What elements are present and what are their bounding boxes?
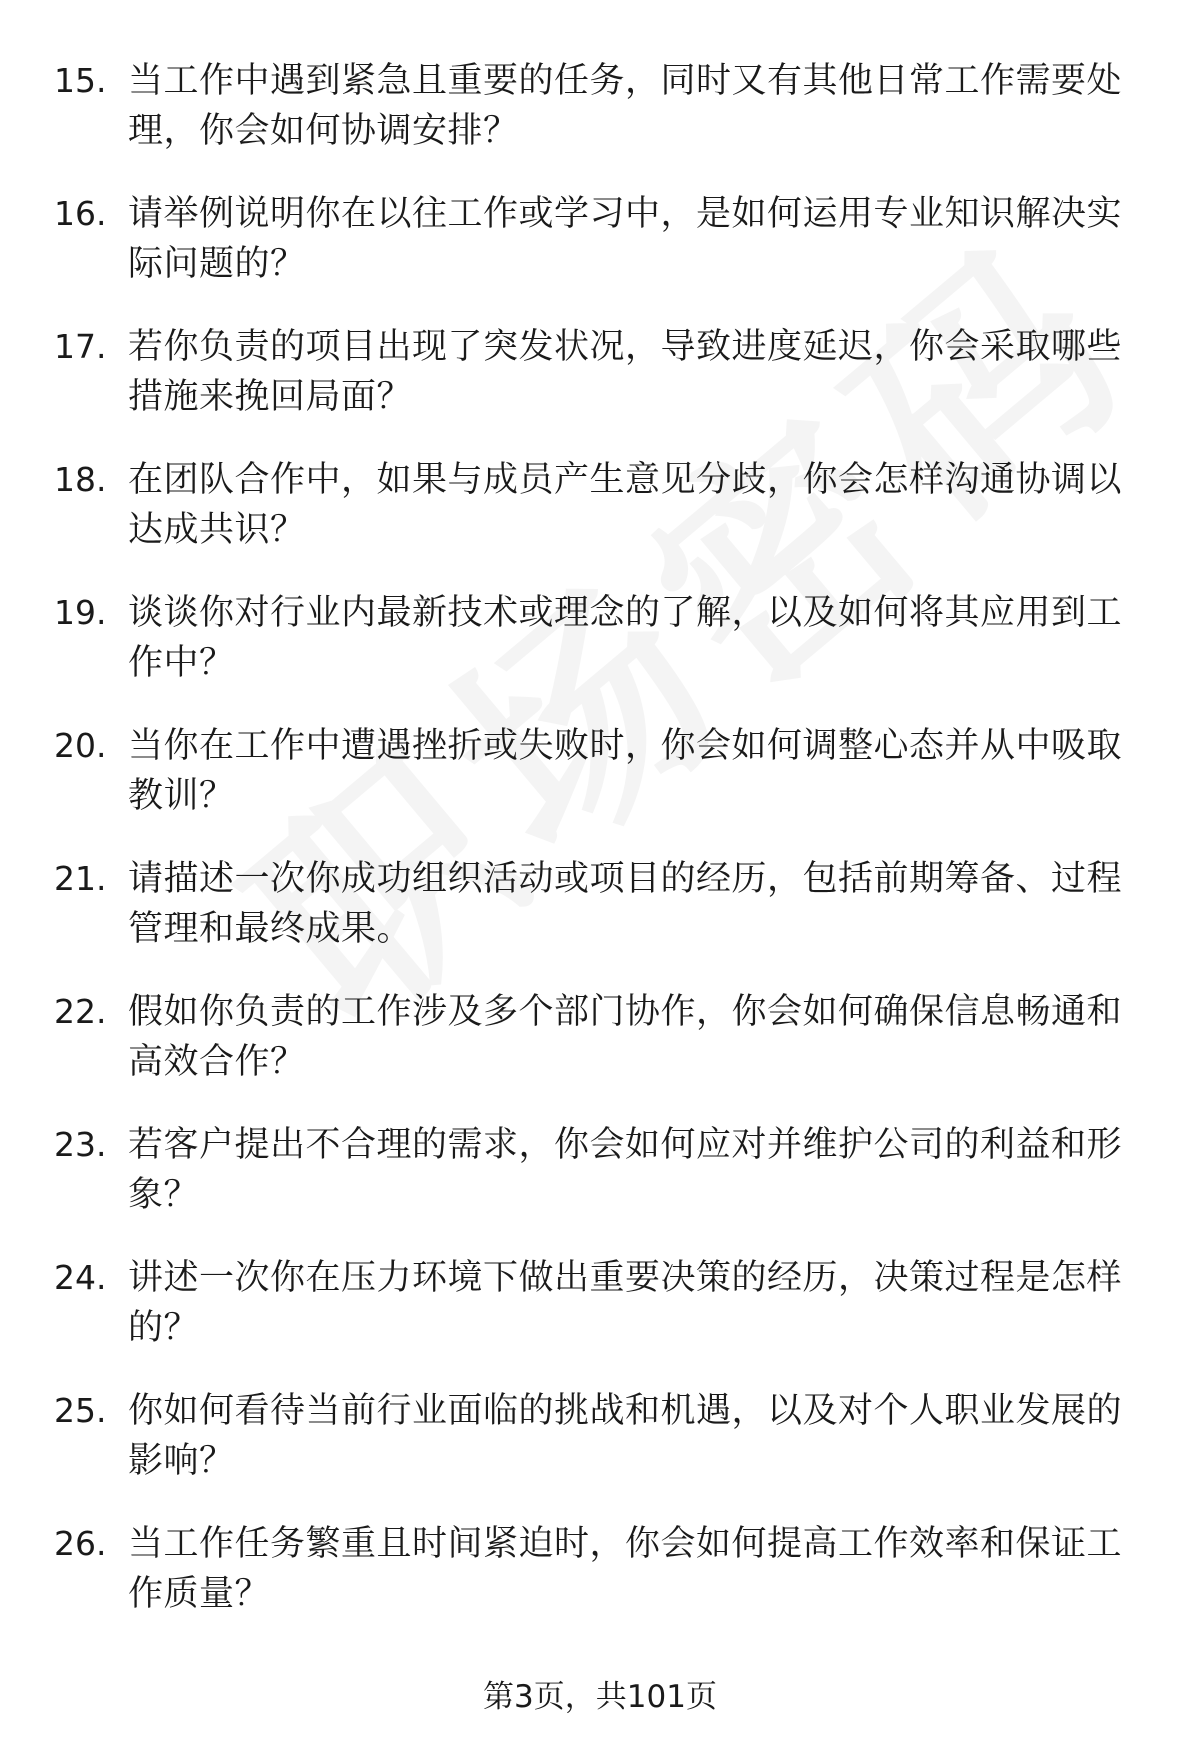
question-text: 在团队合作中，如果与成员产生意见分歧，你会怎样沟通协调以达成共识？ (128, 460, 1123, 550)
list-item (54, 322, 1144, 455)
question-number: 19. (54, 593, 107, 632)
question-number: 25. (54, 1391, 107, 1430)
question-number: 15. (54, 61, 107, 100)
question-number: 24. (54, 1258, 107, 1297)
list-item (54, 1120, 1144, 1253)
page-number-footer: 第3页，共101页 (483, 1679, 717, 1715)
question-number: 23. (54, 1125, 107, 1164)
question-text: 当工作任务繁重且时间紧迫时，你会如何提高工作效率和保证工作质量？ (128, 1524, 1123, 1614)
question-number: 20. (54, 726, 107, 765)
question-text: 若你负责的项目出现了突发状况，导致进度延迟，你会采取哪些措施来挽回局面？ (128, 327, 1123, 417)
list-item (54, 987, 1144, 1120)
question-text: 谈谈你对行业内最新技术或理念的了解，以及如何将其应用到工作中？ (128, 593, 1123, 683)
question-list (54, 56, 1144, 1652)
question-text: 当工作中遇到紧急且重要的任务，同时又有其他日常工作需要处理，你会如何协调安排？ (128, 61, 1123, 151)
question-number: 16. (54, 194, 107, 233)
question-number: 22. (54, 992, 107, 1031)
list-item (54, 1386, 1144, 1519)
question-text: 请描述一次你成功组织活动或项目的经历，包括前期筹备、过程管理和最终成果。 (128, 859, 1123, 949)
question-text: 假如你负责的工作涉及多个部门协作，你会如何确保信息畅通和高效合作？ (128, 992, 1123, 1082)
list-item (54, 189, 1144, 322)
list-item (54, 56, 1144, 189)
question-text: 你如何看待当前行业面临的挑战和机遇，以及对个人职业发展的影响？ (128, 1391, 1123, 1481)
question-number: 26. (54, 1524, 107, 1563)
question-number: 21. (54, 859, 107, 898)
question-text: 若客户提出不合理的需求，你会如何应对并维护公司的利益和形象？ (128, 1125, 1123, 1215)
question-number: 18. (54, 460, 107, 499)
question-text: 请举例说明你在以往工作或学习中，是如何运用专业知识解决实际问题的？ (128, 194, 1123, 284)
list-item (54, 854, 1144, 987)
question-text: 讲述一次你在压力环境下做出重要决策的经历，决策过程是怎样的？ (128, 1258, 1123, 1348)
list-item (54, 1519, 1144, 1652)
list-item (54, 721, 1144, 854)
list-item (54, 588, 1144, 721)
list-item (54, 1253, 1144, 1386)
question-number: 17. (54, 327, 107, 366)
question-text: 当你在工作中遭遇挫折或失败时，你会如何调整心态并从中吸取教训？ (128, 726, 1123, 816)
list-item (54, 455, 1144, 588)
